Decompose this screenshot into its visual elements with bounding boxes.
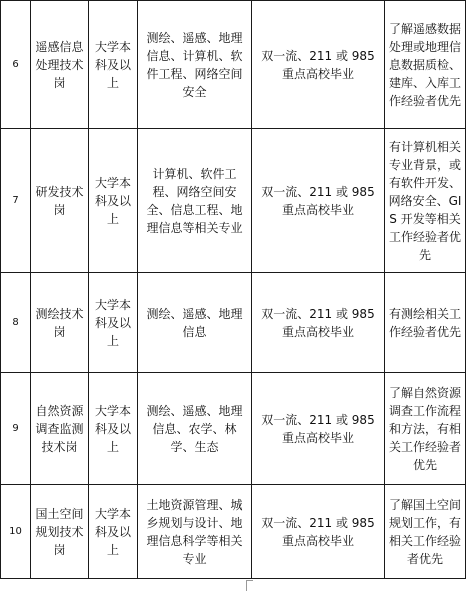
- page-fragment-marker: [246, 580, 253, 591]
- school-requirement: 双一流、211 或 985 重点高校毕业: [252, 273, 385, 373]
- table-row: [1, 129, 466, 273]
- major-requirement: 测绘、遥感、地理信息、农学、林学、生态: [138, 373, 252, 485]
- row-number: 8: [1, 273, 31, 373]
- row-number: 9: [1, 373, 31, 485]
- position-name: 遥感信息处理技术岗: [31, 1, 89, 129]
- row-number: 10: [1, 485, 31, 579]
- school-requirement: 双一流、211 或 985 重点高校毕业: [252, 373, 385, 485]
- row-number: 6: [1, 1, 31, 129]
- education-requirement: 大学本科及以上: [89, 485, 138, 579]
- position-name: 国土空间规划技术岗: [31, 485, 89, 579]
- position-name: 自然资源调查监测技术岗: [31, 373, 89, 485]
- position-name: 测绘技术岗: [31, 273, 89, 373]
- table-row: [1, 373, 466, 485]
- remark: 有计算机相关专业背景，或有软件开发、网络安全、GIS 开发等相关工作经验者优先: [385, 129, 466, 273]
- education-requirement: 大学本科及以上: [89, 273, 138, 373]
- major-requirement: 测绘、遥感、地理信息、计算机、软件工程、网络空间安全: [138, 1, 252, 129]
- remark: 了解国土空间规划工作，有相关工作经验者优先: [385, 485, 466, 579]
- remark: 了解遥感数据处理或地理信息数据质检、建库、入库工作经验者优先: [385, 1, 466, 129]
- row-number: 7: [1, 129, 31, 273]
- position-name: 研发技术岗: [31, 129, 89, 273]
- education-requirement: 大学本科及以上: [89, 1, 138, 129]
- school-requirement: 双一流、211 或 985 重点高校毕业: [252, 485, 385, 579]
- table-row: [1, 485, 466, 579]
- table-row: [1, 1, 466, 129]
- remark: 有测绘相关工作经验者优先: [385, 273, 466, 373]
- school-requirement: 双一流、211 或 985 重点高校毕业: [252, 129, 385, 273]
- major-requirement: 土地资源管理、城乡规划与设计、地理信息科学等相关专业: [138, 485, 252, 579]
- education-requirement: 大学本科及以上: [89, 373, 138, 485]
- school-requirement: 双一流、211 或 985 重点高校毕业: [252, 1, 385, 129]
- education-requirement: 大学本科及以上: [89, 129, 138, 273]
- remark: 了解自然资源调查工作流程和方法，有相关工作经验者优先: [385, 373, 466, 485]
- table-row: [1, 273, 466, 373]
- major-requirement: 测绘、遥感、地理信息: [138, 273, 252, 373]
- major-requirement: 计算机、软件工程、网络空间安全、信息工程、地理信息等相关专业: [138, 129, 252, 273]
